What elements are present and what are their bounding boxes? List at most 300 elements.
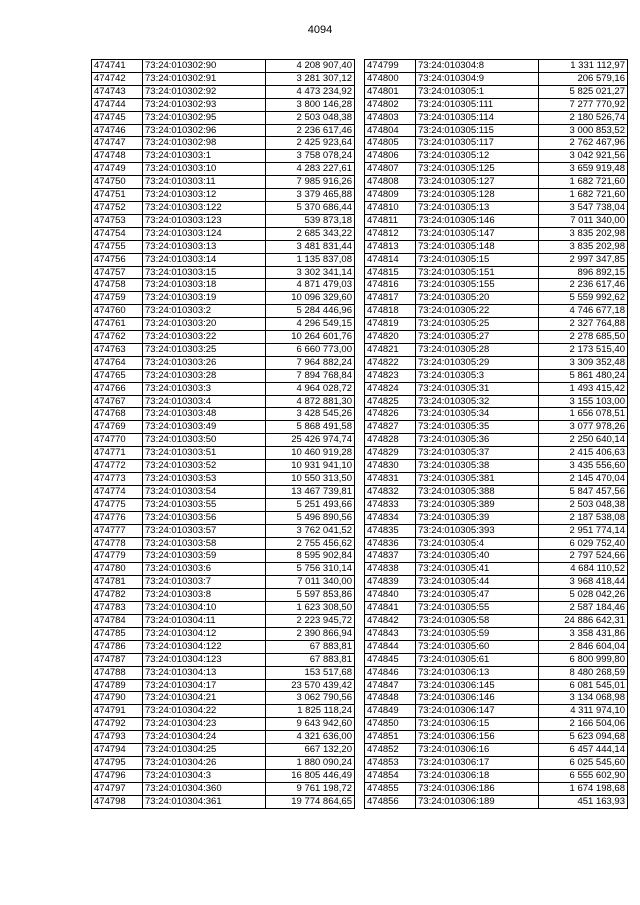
register-table-left [91,59,355,809]
cadastral-number-cell: 73:24:010303:56 [143,511,266,524]
record-number-cell: 474832 [365,485,416,498]
cadastral-value-cell: 2 236 617,46 [539,279,628,292]
record-number-cell: 474856 [365,795,416,808]
cadastral-value-cell: 10 460 919,28 [266,447,355,460]
record-number-cell: 474754 [92,227,143,240]
cadastral-value-cell: 3 000 853,52 [539,124,628,137]
cadastral-value-cell: 2 390 866,94 [266,627,355,640]
cadastral-value-cell: 5 623 094,68 [539,731,628,744]
cadastral-value-cell: 5 251 493,66 [266,498,355,511]
cadastral-number-cell: 73:24:010303:22 [143,331,266,344]
table-row [365,447,628,460]
table-row [365,640,628,653]
table-row [92,201,355,214]
record-number-cell: 474788 [92,666,143,679]
record-number-cell: 474791 [92,705,143,718]
record-number-cell: 474821 [365,343,416,356]
table-row [365,201,628,214]
cadastral-value-cell: 2 755 456,62 [266,537,355,550]
table-row [365,769,628,782]
record-number-cell: 474807 [365,163,416,176]
cadastral-number-cell: 73:24:010305:115 [416,124,539,137]
cadastral-value-cell: 19 774 864,65 [266,795,355,808]
cadastral-number-cell: 73:24:010305:3 [416,369,539,382]
cadastral-number-cell: 73:24:010304:8 [416,60,539,73]
cadastral-value-cell: 2 951 774,14 [539,524,628,537]
table-row [365,782,628,795]
record-number-cell: 474776 [92,511,143,524]
table-row [92,666,355,679]
record-number-cell: 474810 [365,201,416,214]
table-row [365,692,628,705]
cadastral-number-cell: 73:24:010304:9 [416,72,539,85]
cadastral-value-cell: 3 800 146,28 [266,98,355,111]
record-number-cell: 474829 [365,447,416,460]
cadastral-number-cell: 73:24:010303:123 [143,214,266,227]
cadastral-value-cell: 24 886 642,31 [539,614,628,627]
cadastral-number-cell: 73:24:010303:51 [143,447,266,460]
cadastral-number-cell: 73:24:010302:96 [143,124,266,137]
cadastral-number-cell: 73:24:010305:27 [416,331,539,344]
cadastral-number-cell: 73:24:010303:6 [143,563,266,576]
record-number-cell: 474838 [365,563,416,576]
record-number-cell: 474797 [92,782,143,795]
table-row [365,795,628,808]
table-row [92,653,355,666]
cadastral-value-cell: 3 428 545,26 [266,408,355,421]
table-row [92,718,355,731]
cadastral-value-cell: 2 425 923,64 [266,137,355,150]
record-number-cell: 474765 [92,369,143,382]
table-row [92,563,355,576]
cadastral-value-cell: 3 762 041,52 [266,524,355,537]
cadastral-number-cell: 73:24:010304:13 [143,666,266,679]
cadastral-value-cell: 667 132,20 [266,744,355,757]
cadastral-number-cell: 73:24:010305:13 [416,201,539,214]
record-number-cell: 474806 [365,150,416,163]
cadastral-number-cell: 73:24:010305:60 [416,640,539,653]
table-row [365,653,628,666]
cadastral-value-cell: 4 871 479,03 [266,279,355,292]
cadastral-number-cell: 73:24:010303:2 [143,305,266,318]
cadastral-number-cell: 73:24:010304:21 [143,692,266,705]
cadastral-value-cell: 8 480 268,59 [539,666,628,679]
cadastral-number-cell: 73:24:010305:127 [416,176,539,189]
table-row [365,473,628,486]
cadastral-value-cell: 9 643 942,60 [266,718,355,731]
record-number-cell: 474852 [365,744,416,757]
record-number-cell: 474794 [92,744,143,757]
cadastral-number-cell: 73:24:010303:50 [143,434,266,447]
cadastral-value-cell: 1 682 721,60 [539,176,628,189]
cadastral-number-cell: 73:24:010303:11 [143,176,266,189]
cadastral-value-cell: 2 762 467,96 [539,137,628,150]
cadastral-value-cell: 10 264 601,76 [266,331,355,344]
record-number-cell: 474753 [92,214,143,227]
cadastral-number-cell: 73:24:010305:128 [416,189,539,202]
table-row [92,85,355,98]
cadastral-number-cell: 73:24:010303:122 [143,201,266,214]
cadastral-number-cell: 73:24:010306:18 [416,769,539,782]
cadastral-value-cell: 3 379 465,88 [266,189,355,202]
cadastral-value-cell: 2 278 685,50 [539,331,628,344]
record-number-cell: 474775 [92,498,143,511]
cadastral-value-cell: 2 587 184,46 [539,602,628,615]
record-number-cell: 474792 [92,718,143,731]
cadastral-value-cell: 2 223 945,72 [266,614,355,627]
table-row [365,705,628,718]
record-number-cell: 474835 [365,524,416,537]
table-row [365,511,628,524]
cadastral-number-cell: 73:24:010303:12 [143,189,266,202]
cadastral-number-cell: 73:24:010306:156 [416,731,539,744]
record-number-cell: 474771 [92,447,143,460]
cadastral-number-cell: 73:24:010304:12 [143,627,266,640]
cadastral-value-cell: 4 208 907,40 [266,60,355,73]
record-number-cell: 474750 [92,176,143,189]
record-number-cell: 474773 [92,473,143,486]
cadastral-value-cell: 5 847 457,56 [539,485,628,498]
cadastral-number-cell: 73:24:010303:15 [143,266,266,279]
record-number-cell: 474770 [92,434,143,447]
cadastral-number-cell: 73:24:010305:114 [416,111,539,124]
cadastral-value-cell: 7 894 768,84 [266,369,355,382]
table-row [92,137,355,150]
cadastral-value-cell: 4 321 636,00 [266,731,355,744]
table-row [365,666,628,679]
table-row [365,72,628,85]
table-row [365,395,628,408]
table-row [365,718,628,731]
cadastral-value-cell: 3 835 202,98 [539,240,628,253]
table-row [92,679,355,692]
table-row [365,550,628,563]
cadastral-value-cell: 5 756 310,14 [266,563,355,576]
cadastral-value-cell: 13 467 739,81 [266,485,355,498]
record-number-cell: 474742 [92,72,143,85]
record-number-cell: 474756 [92,253,143,266]
record-number-cell: 474817 [365,292,416,305]
record-number-cell: 474769 [92,421,143,434]
cadastral-number-cell: 73:24:010306:186 [416,782,539,795]
record-number-cell: 474762 [92,331,143,344]
record-number-cell: 474752 [92,201,143,214]
cadastral-value-cell: 1 331 112,97 [539,60,628,73]
table-row [92,408,355,421]
record-number-cell: 474819 [365,318,416,331]
cadastral-number-cell: 73:24:010306:145 [416,679,539,692]
cadastral-value-cell: 3 281 307,12 [266,72,355,85]
record-number-cell: 474827 [365,421,416,434]
cadastral-value-cell: 3 155 103,00 [539,395,628,408]
table-row [92,731,355,744]
record-number-cell: 474751 [92,189,143,202]
table-row [365,305,628,318]
cadastral-number-cell: 73:24:010303:7 [143,576,266,589]
record-number-cell: 474841 [365,602,416,615]
record-number-cell: 474761 [92,318,143,331]
cadastral-number-cell: 73:24:010306:17 [416,756,539,769]
record-number-cell: 474774 [92,485,143,498]
record-number-cell: 474772 [92,460,143,473]
record-number-cell: 474746 [92,124,143,137]
table-row [92,744,355,757]
table-row [92,434,355,447]
table-row [365,227,628,240]
cadastral-number-cell: 73:24:010305:146 [416,214,539,227]
table-row [365,408,628,421]
record-number-cell: 474747 [92,137,143,150]
table-row [365,498,628,511]
cadastral-value-cell: 1 880 090,24 [266,756,355,769]
record-number-cell: 474824 [365,382,416,395]
cadastral-number-cell: 73:24:010304:23 [143,718,266,731]
record-number-cell: 474757 [92,266,143,279]
cadastral-number-cell: 73:24:010303:28 [143,369,266,382]
record-number-cell: 474840 [365,589,416,602]
cadastral-value-cell: 2 173 515,40 [539,343,628,356]
table-row [365,382,628,395]
table-row [365,369,628,382]
cadastral-number-cell: 73:24:010305:12 [416,150,539,163]
table-row [92,511,355,524]
record-number-cell: 474842 [365,614,416,627]
table-row [92,537,355,550]
cadastral-number-cell: 73:24:010302:95 [143,111,266,124]
cadastral-number-cell: 73:24:010302:93 [143,98,266,111]
cadastral-number-cell: 73:24:010306:13 [416,666,539,679]
cadastral-value-cell: 6 457 444,14 [539,744,628,757]
table-row [92,769,355,782]
cadastral-number-cell: 73:24:010304:122 [143,640,266,653]
table-row [92,382,355,395]
table-row [92,72,355,85]
record-number-cell: 474804 [365,124,416,137]
record-number-cell: 474802 [365,98,416,111]
cadastral-number-cell: 73:24:010305:1 [416,85,539,98]
record-number-cell: 474764 [92,356,143,369]
cadastral-number-cell: 73:24:010303:49 [143,421,266,434]
record-number-cell: 474805 [365,137,416,150]
cadastral-number-cell: 73:24:010303:19 [143,292,266,305]
record-number-cell: 474741 [92,60,143,73]
cadastral-value-cell: 3 302 341,14 [266,266,355,279]
record-number-cell: 474798 [92,795,143,808]
table-row [365,614,628,627]
record-number-cell: 474759 [92,292,143,305]
table-row [92,485,355,498]
table-row [365,60,628,73]
cadastral-value-cell: 4 473 234,92 [266,85,355,98]
cadastral-number-cell: 73:24:010305:117 [416,137,539,150]
cadastral-number-cell: 73:24:010305:125 [416,163,539,176]
record-number-cell: 474834 [365,511,416,524]
cadastral-number-cell: 73:24:010305:39 [416,511,539,524]
cadastral-number-cell: 73:24:010305:58 [416,614,539,627]
cadastral-number-cell: 73:24:010305:393 [416,524,539,537]
cadastral-value-cell: 2 797 524,66 [539,550,628,563]
cadastral-value-cell: 5 559 992,62 [539,292,628,305]
table-row [92,214,355,227]
cadastral-value-cell: 4 283 227,61 [266,163,355,176]
cadastral-value-cell: 3 547 738,04 [539,201,628,214]
table-row [92,460,355,473]
record-number-cell: 474800 [365,72,416,85]
cadastral-value-cell: 7 011 340,00 [539,214,628,227]
cadastral-number-cell: 73:24:010305:25 [416,318,539,331]
cadastral-value-cell: 5 825 021,27 [539,85,628,98]
record-number-cell: 474813 [365,240,416,253]
record-number-cell: 474850 [365,718,416,731]
cadastral-number-cell: 73:24:010305:15 [416,253,539,266]
table-row [92,369,355,382]
record-number-cell: 474790 [92,692,143,705]
table-row [92,640,355,653]
record-number-cell: 474854 [365,769,416,782]
record-number-cell: 474784 [92,614,143,627]
cadastral-number-cell: 73:24:010303:54 [143,485,266,498]
cadastral-number-cell: 73:24:010305:32 [416,395,539,408]
cadastral-number-cell: 73:24:010305:38 [416,460,539,473]
page-number: 4094 [307,24,333,36]
cadastral-number-cell: 73:24:010303:53 [143,473,266,486]
record-number-cell: 474816 [365,279,416,292]
record-number-cell: 474826 [365,408,416,421]
record-number-cell: 474786 [92,640,143,653]
record-number-cell: 474796 [92,769,143,782]
record-number-cell: 474853 [365,756,416,769]
cadastral-value-cell: 8 595 902,84 [266,550,355,563]
table-row [365,434,628,447]
cadastral-value-cell: 3 358 431,86 [539,627,628,640]
record-number-cell: 474825 [365,395,416,408]
record-number-cell: 474766 [92,382,143,395]
cadastral-value-cell: 3 077 978,26 [539,421,628,434]
cadastral-value-cell: 3 309 352,48 [539,356,628,369]
cadastral-value-cell: 1 493 415,42 [539,382,628,395]
cadastral-number-cell: 73:24:010305:381 [416,473,539,486]
record-number-cell: 474811 [365,214,416,227]
record-number-cell: 474812 [365,227,416,240]
cadastral-number-cell: 73:24:010303:124 [143,227,266,240]
cadastral-number-cell: 73:24:010305:111 [416,98,539,111]
table-row [365,150,628,163]
cadastral-number-cell: 73:24:010303:59 [143,550,266,563]
cadastral-number-cell: 73:24:010305:4 [416,537,539,550]
record-number-cell: 474814 [365,253,416,266]
table-row [92,98,355,111]
record-number-cell: 474846 [365,666,416,679]
cadastral-value-cell: 2 997 347,85 [539,253,628,266]
record-number-cell: 474844 [365,640,416,653]
table-row [365,214,628,227]
record-number-cell: 474820 [365,331,416,344]
cadastral-value-cell: 896 892,15 [539,266,628,279]
table-row [365,111,628,124]
table-row [92,279,355,292]
table-row [92,550,355,563]
cadastral-value-cell: 1 135 837,08 [266,253,355,266]
table-row [92,240,355,253]
cadastral-number-cell: 73:24:010304:360 [143,782,266,795]
cadastral-number-cell: 73:24:010305:55 [416,602,539,615]
cadastral-value-cell: 5 868 491,58 [266,421,355,434]
table-row [365,343,628,356]
record-number-cell: 474828 [365,434,416,447]
cadastral-number-cell: 73:24:010305:35 [416,421,539,434]
cadastral-number-cell: 73:24:010302:90 [143,60,266,73]
table-row [365,292,628,305]
cadastral-value-cell: 5 370 686,44 [266,201,355,214]
record-number-cell: 474749 [92,163,143,176]
cadastral-value-cell: 3 758 078,24 [266,150,355,163]
record-number-cell: 474815 [365,266,416,279]
cadastral-value-cell: 4 746 677,18 [539,305,628,318]
record-number-cell: 474837 [365,550,416,563]
table-row [92,589,355,602]
record-number-cell: 474848 [365,692,416,705]
record-number-cell: 474855 [365,782,416,795]
cadastral-number-cell: 73:24:010305:34 [416,408,539,421]
cadastral-value-cell: 2 685 343,22 [266,227,355,240]
record-number-cell: 474783 [92,602,143,615]
table-row [92,227,355,240]
cadastral-value-cell: 3 481 831,44 [266,240,355,253]
cadastral-value-cell: 451 163,93 [539,795,628,808]
cadastral-number-cell: 73:24:010303:26 [143,356,266,369]
cadastral-number-cell: 73:24:010305:47 [416,589,539,602]
table-row [365,318,628,331]
cadastral-value-cell: 5 284 446,96 [266,305,355,318]
cadastral-number-cell: 73:24:010304:11 [143,614,266,627]
table-row [365,124,628,137]
cadastral-value-cell: 3 042 921,56 [539,150,628,163]
table-row [365,253,628,266]
table-row [365,279,628,292]
cadastral-number-cell: 73:24:010306:147 [416,705,539,718]
record-number-cell: 474809 [365,189,416,202]
cadastral-value-cell: 7 985 916,26 [266,176,355,189]
cadastral-number-cell: 73:24:010303:48 [143,408,266,421]
table-row [92,756,355,769]
cadastral-value-cell: 4 296 549,15 [266,318,355,331]
record-number-cell: 474851 [365,731,416,744]
table-row [92,253,355,266]
record-number-cell: 474808 [365,176,416,189]
table-row [92,524,355,537]
table-row [365,602,628,615]
cadastral-value-cell: 9 761 198,72 [266,782,355,795]
cadastral-value-cell: 2 503 048,38 [539,498,628,511]
record-number-cell: 474799 [365,60,416,73]
cadastral-number-cell: 73:24:010305:61 [416,653,539,666]
table-row [92,795,355,808]
cadastral-value-cell: 3 968 418,44 [539,576,628,589]
cadastral-value-cell: 5 496 890,56 [266,511,355,524]
cadastral-number-cell: 73:24:010303:25 [143,343,266,356]
record-number-cell: 474779 [92,550,143,563]
cadastral-value-cell: 1 656 078,51 [539,408,628,421]
cadastral-number-cell: 73:24:010303:4 [143,395,266,408]
table-row [365,756,628,769]
cadastral-value-cell: 6 025 545,60 [539,756,628,769]
cadastral-number-cell: 73:24:010303:3 [143,382,266,395]
record-number-cell: 474768 [92,408,143,421]
cadastral-number-cell: 73:24:010303:57 [143,524,266,537]
table-row [365,163,628,176]
table-row [365,331,628,344]
cadastral-number-cell: 73:24:010305:389 [416,498,539,511]
